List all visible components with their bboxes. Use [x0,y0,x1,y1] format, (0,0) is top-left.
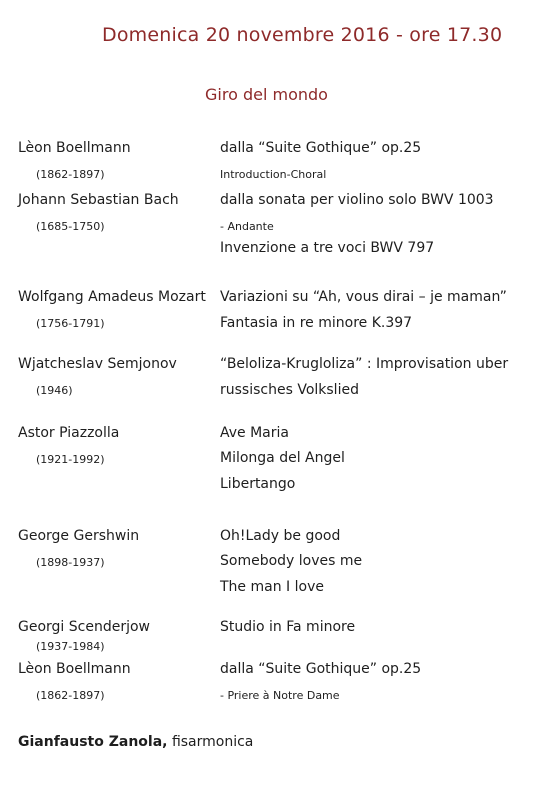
concert-date-heading: Domenica 20 novembre 2016 - ore 17.30 [102,24,503,46]
composer-name: Lèon Boellmann [18,140,131,156]
composer-name: Astor Piazzolla [18,425,120,441]
work-title: “Beloliza-Krugloliza” : Improvisation uber [220,356,509,372]
composer-years: (1937-1984) [36,640,105,653]
work-detail: - Andante [220,220,274,233]
composer-years: (1898-1937) [36,556,105,569]
work-title: Oh!Lady be good [220,528,341,544]
work-detail: Introduction-Choral [220,168,327,181]
performer-credit [18,734,253,750]
composer-name: Johann Sebastian Bach [18,192,179,208]
composer-years: (1756-1791) [36,317,105,330]
work-title: Studio in Fa minore [220,619,356,635]
work-title: dalla “Suite Gothique” op.25 [220,140,422,156]
work-title: Fantasia in re minore K.397 [220,315,413,331]
work-title: russisches Volkslied [220,382,359,398]
performer-name: Gianfausto Zanola, [18,734,168,750]
work-title: Invenzione a tre voci BWV 797 [220,240,435,256]
work-detail: - Priere à Notre Dame [220,689,340,702]
composer-years: (1862-1897) [36,168,105,181]
work-title: Libertango [220,476,296,492]
composer-name: George Gershwin [18,528,140,544]
work-title: Somebody loves me [220,553,363,569]
work-title: Variazioni su “Ah, vous dirai – je maman” [220,289,507,305]
work-title: dalla “Suite Gothique” op.25 [220,661,422,677]
composer-years: (1946) [36,384,73,397]
composer-name: Lèon Boellmann [18,661,131,677]
performer-instrument: fisarmonica [171,734,254,750]
work-title: Milonga del Angel [220,450,345,466]
program-title: Giro del mondo [205,85,328,104]
composer-years: (1921-1992) [36,453,105,466]
composer-name: Wjatcheslav Semjonov [18,356,177,372]
work-title: The man I love [220,579,324,595]
composer-years: (1862-1897) [36,689,105,702]
composer-name: Georgi Scenderjow [18,619,150,635]
work-title: dalla sonata per violino solo BWV 1003 [220,192,494,208]
work-title: Ave Maria [220,425,289,441]
composer-name: Wolfgang Amadeus Mozart [18,289,206,305]
composer-years: (1685-1750) [36,220,105,233]
